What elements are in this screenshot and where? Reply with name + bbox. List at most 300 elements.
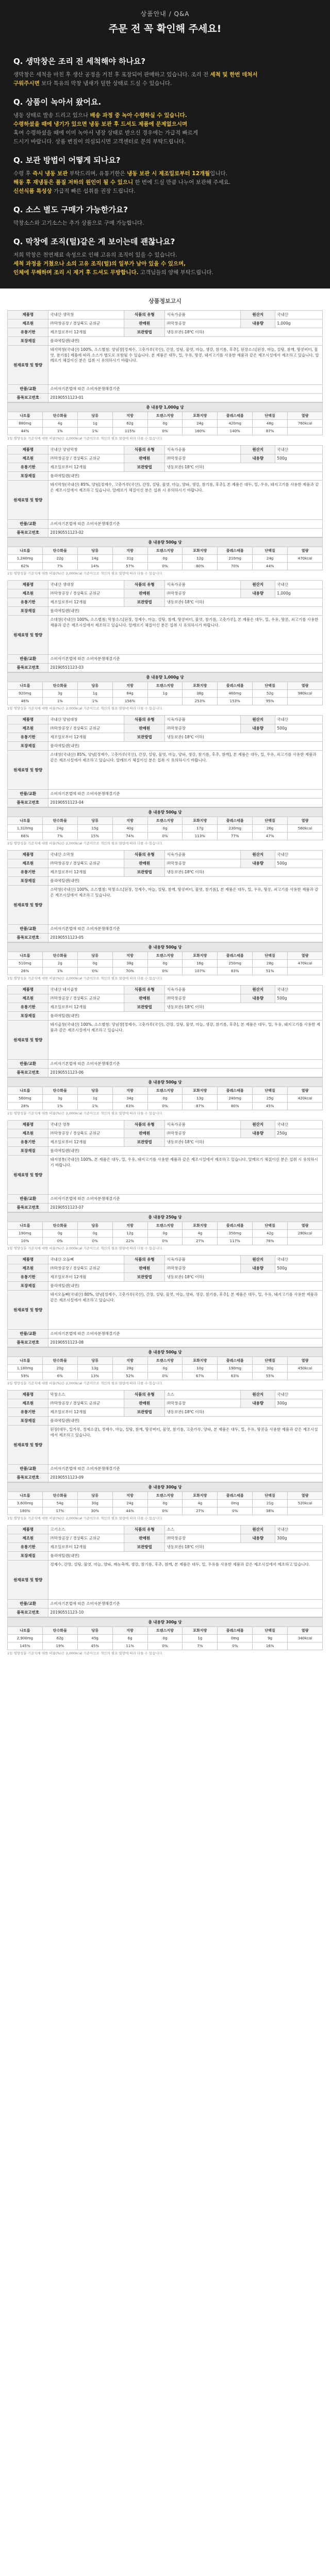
nutrition-percent: 140% — [218, 428, 253, 435]
nutrition-header: 지방 — [112, 1357, 147, 1365]
product-name: 막창소스 — [48, 1391, 124, 1399]
nutrition-header: 당류 — [77, 817, 112, 825]
nutrition-value: 190mg — [8, 1230, 43, 1238]
nutrition-title: 총 내용량 500g 당 — [7, 537, 323, 547]
nutrition-footnote: 1일 영양성분 기준치에 대한 비율(%)은 2,000kcal 기준이므로 개인의 필요 열량에 따라 다를 수 있습니다. — [7, 976, 163, 980]
product-weight: 500g — [275, 859, 323, 868]
label-seller: 판매원 — [124, 994, 165, 1003]
label-name: 제품명 — [8, 1121, 48, 1129]
qa-answer — [13, 251, 317, 277]
product-package: 폴리에틸렌(내면) — [48, 742, 323, 751]
nutrition-percent — [288, 1238, 323, 1245]
nutrition-table — [7, 412, 323, 435]
nutrition-table — [7, 1357, 323, 1380]
product-ingredients: 소막창(국내산) 100%, 소스별첨: 막창소스[된장, 정제수, 마늘, 설탕, 참깨, 땅콩버터, 물엿, 참기름], 본 제품은 대두, 밀, 우유, 땅콩, 쇠고기를 사용한 제품과 같은 제조시설에서 제조하고 있습니다. — [48, 886, 323, 925]
label-package: 포장재질 — [8, 472, 48, 481]
nutrition-value: 20g — [42, 1365, 77, 1372]
label-expiry: 유통기한 — [8, 868, 48, 877]
label-origin: 원산지 — [241, 1256, 275, 1264]
nutrition-title: 총 내용량 300g 당 — [7, 1482, 323, 1492]
label-origin: 원산지 — [241, 581, 275, 589]
product-weight: 300g — [275, 1534, 323, 1543]
nutrition-header: 단백질 — [253, 952, 288, 960]
nutrition-header: 나트륨 — [8, 1492, 43, 1500]
nutrition-value: 0g — [77, 1230, 112, 1238]
nutrition-percent: 16% — [253, 1642, 288, 1650]
nutrition-header: 트랜스지방 — [147, 1492, 183, 1500]
nutrition-header: 당류 — [77, 412, 112, 420]
product-type: 식육가공품 — [165, 986, 241, 994]
nutrition-percent: 17% — [42, 1507, 77, 1515]
nutrition-table — [7, 1626, 323, 1650]
nutrition-percent: 77% — [218, 833, 253, 840]
label-package: 포장재질 — [8, 1147, 48, 1156]
nutrition-table — [7, 1087, 323, 1110]
nutrition-header: 트랜스지방 — [147, 547, 183, 555]
qa-answer-text: 입니다. — [210, 171, 227, 177]
nutrition-percent: 0% — [218, 1642, 253, 1650]
product-name: 고기소스 — [48, 1526, 124, 1534]
nutrition-value: 12g — [183, 555, 218, 563]
qa-answer-text: 막창소스와 고기소스는 추가 상품으로 구매 가능합니다. — [13, 220, 144, 226]
label-expiry: 유통기한 — [8, 1543, 48, 1552]
product-maker: ㈜막창공장 / 경상북도 군위군 — [48, 1264, 124, 1273]
nutrition-value: 52g — [253, 690, 288, 698]
qa-answer-line — [13, 268, 317, 277]
nutrition-value: 30g — [253, 1365, 288, 1372]
qa-answer-text: 보다 특유의 막창 냄새가 덜한 상태로 드실 수 있습니다. — [39, 80, 172, 87]
product-return: 소비자기본법에 따른 소비자분쟁해결기준 — [48, 385, 323, 394]
product-info — [7, 1255, 323, 1386]
nutrition-value: 17g — [183, 825, 218, 833]
nutrition-percent: 19% — [42, 1642, 77, 1650]
nutrition-percent: 44% — [8, 428, 43, 435]
product-ingredients: 된장(대두, 밀가루, 정제소금), 정제수, 마늘, 설탕, 참깨, 땅콩버터, 물엿, 참기름, 고춧가루, 양파, 본 제품은 대두, 밀, 우유, 땅콩을 사용한 제품과 같은 제조시설에서 제조하고 있습니다. — [48, 1426, 323, 1465]
nutrition-percent: 1% — [42, 1103, 77, 1110]
nutrition-value: 6g — [112, 1635, 147, 1642]
product-package: 폴리에틸렌(내면) — [48, 607, 323, 616]
nutrition-header: 탄수화물 — [42, 1222, 77, 1230]
nutrition-value: 250mg — [218, 960, 253, 968]
label-name: 제품명 — [8, 446, 48, 454]
nutrition-header: 콜레스테롤 — [218, 1492, 253, 1500]
label-maker: 제조원 — [8, 319, 48, 328]
label-expiry: 유통기한 — [8, 598, 48, 607]
nutrition-value: 14g — [77, 555, 112, 563]
product-report: 20190551123-03 — [48, 664, 323, 672]
nutrition-percent: 70% — [218, 563, 253, 570]
label-type: 식품의 유형 — [124, 716, 165, 724]
product-seller: ㈜막창공장 — [165, 994, 241, 1003]
nutrition-header: 트랜스지방 — [147, 412, 183, 420]
nutrition-value: 25g — [253, 1095, 288, 1103]
nutrition-value: 12g — [112, 1230, 147, 1238]
label-maker: 제조원 — [8, 994, 48, 1003]
nutrition-percent: 87% — [183, 1103, 218, 1110]
nutrition-value: 0g — [147, 825, 183, 833]
qa-item — [13, 56, 317, 88]
product-spec-table — [7, 850, 323, 942]
product-return: 소비자기본법에 따른 소비자분쟁해결기준 — [48, 925, 323, 934]
label-weight: 내용량 — [241, 1534, 275, 1543]
product-storage: 냉동보관(-18℃ 이하) — [165, 463, 323, 472]
label-return: 반품/교환 — [8, 1060, 48, 1069]
nutrition-percent — [288, 1507, 323, 1515]
label-weight: 내용량 — [241, 1129, 275, 1138]
nutrition-percent: 15% — [77, 833, 112, 840]
nutrition-percent: 80% — [183, 563, 218, 570]
nutrition-percent: 1% — [42, 968, 77, 975]
product-type: 식육가공품 — [165, 311, 241, 319]
nutrition-header: 트랜스지방 — [147, 952, 183, 960]
label-name: 제품명 — [8, 311, 48, 319]
product-info — [7, 1120, 323, 1251]
label-origin: 원산지 — [241, 1121, 275, 1129]
product-package: 폴리에틸렌(내면) — [48, 1417, 323, 1426]
product-info — [7, 715, 323, 846]
nutrition-value: 510mg — [8, 960, 43, 968]
qa-answer-line — [13, 260, 317, 268]
nutrition-percent: 11% — [112, 1642, 147, 1650]
nutrition-header: 지방 — [112, 817, 147, 825]
label-seller: 판매원 — [124, 1534, 165, 1543]
product-expiry: 제조일로부터 12개월 — [48, 328, 124, 337]
nutrition-value: 24g — [42, 825, 77, 833]
nutrition-value: 22g — [42, 555, 77, 563]
nutrition-header: 단백질 — [253, 1222, 288, 1230]
label-maker: 제조원 — [8, 724, 48, 733]
nutrition-footnote: 1일 영양성분 기준치에 대한 비율(%)은 2,000kcal 기준이므로 개인의 필요 열량에 따라 다를 수 있습니다. — [7, 1111, 163, 1115]
product-weight: 250g — [275, 1129, 323, 1138]
product-origin: 국내산 — [275, 1121, 323, 1129]
nutrition-value: 28g — [112, 1365, 147, 1372]
nutrition-header: 나트륨 — [8, 547, 43, 555]
label-ingredients: 원재료명 및 함량 — [8, 1561, 48, 1600]
nutrition-value: 15g — [77, 825, 112, 833]
nutrition-value: 980kcal — [288, 690, 323, 698]
nutrition-header: 포화지방 — [183, 682, 218, 690]
nutrition-percent: 30% — [77, 1507, 112, 1515]
qa-item — [13, 96, 317, 146]
nutrition-value: 34g — [112, 1095, 147, 1103]
product-report: 20190551123-07 — [48, 1204, 323, 1212]
product-seller: ㈜막창공장 — [165, 1534, 241, 1543]
qa-answer-text: 세척 과정을 거쳤으나 소의 고유 조직(털)의 일부가 남아 있을 수 있으며, — [13, 261, 186, 267]
product-package: 폴리에틸렌(내면) — [48, 1012, 323, 1021]
nutrition-value: 54g — [42, 1500, 77, 1507]
product-ingredients: 돼지오돌뼈(국내산) 80%, 양념[정제수, 고춧가루(국산), 간장, 설탕, 물엿, 마늘, 양파, 생강, 참기름, 후추], 본 제품은 대두, 밀, 우유, 돼지고기를 사용한 제품과 같은 제조시설에서 제조하고 있습니다. — [48, 1291, 323, 1330]
label-expiry: 유통기한 — [8, 1273, 48, 1282]
label-weight: 내용량 — [241, 859, 275, 868]
nutrition-percent: 62% — [8, 563, 43, 570]
nutrition-value: 45g — [77, 1635, 112, 1642]
product-report: 20190551123-01 — [48, 394, 323, 402]
nutrition-percent: 0% — [147, 1642, 183, 1650]
label-seller: 판매원 — [124, 724, 165, 733]
nutrition-footnote: 1일 영양성분 기준치에 대한 비율(%)은 2,000kcal 기준이므로 개인의 필요 열량에 따라 다를 수 있습니다. — [7, 1651, 163, 1655]
nutrition-percent: 44% — [253, 563, 288, 570]
nutrition-percent — [288, 968, 323, 975]
qa-item — [13, 236, 317, 277]
nutrition-value: 0g — [77, 960, 112, 968]
label-maker: 제조원 — [8, 859, 48, 868]
product-ingredients: 돼지곱창(국내산) 100%, 소스별첨: 양념장[정제수, 고춧가루(국산), 간장, 설탕, 물엿, 마늘, 생강, 참기름, 후추], 본 제품은 대두, 밀, 우유, 돼지고기를 사용한 제품과 같은 제조시설에서 제조하고 있습니다. — [48, 1021, 323, 1060]
nutrition-percent: 67% — [183, 1372, 218, 1380]
qa-answer-text: 부탁드리며, 유통기한은 — [68, 171, 127, 177]
nutrition-percent: 27% — [183, 1238, 218, 1245]
label-storage: 보관방법 — [124, 1273, 165, 1282]
nutrition-value: 1g — [77, 690, 112, 698]
nutrition-percent: 22% — [112, 1238, 147, 1245]
nutrition-header: 포화지방 — [183, 1222, 218, 1230]
label-report: 품목보고번호 — [8, 934, 48, 942]
product-storage: 냉동보관(-18℃ 이하) — [165, 1543, 323, 1552]
nutrition-table — [7, 1222, 323, 1245]
nutrition-header: 지방 — [112, 1087, 147, 1095]
nutrition-value: 1g — [147, 690, 183, 698]
label-ingredients: 원재료명 및 함량 — [8, 1156, 48, 1195]
nutrition-percent: 47% — [253, 833, 288, 840]
label-maker: 제조원 — [8, 1399, 48, 1408]
nutrition-percent: 1% — [42, 428, 77, 435]
qa-answer — [13, 170, 317, 196]
nutrition-percent: 156% — [112, 698, 147, 705]
nutrition-value: 1g — [77, 1095, 112, 1103]
qa-answer-text: 혹여 수령하셨을 때에 이미 녹아서 냉장 상태로 받으신 경우에는 가급적 빠르게 — [13, 130, 198, 136]
label-package: 포장재질 — [8, 1417, 48, 1426]
nutrition-value: 0g — [147, 1500, 183, 1507]
nutrition-title: 총 내용량 500g 당 — [7, 942, 323, 952]
label-type: 식품의 유형 — [124, 986, 165, 994]
product-name: 국내산 돼지곱창 — [48, 986, 124, 994]
nutrition-value: 0mg — [218, 1635, 253, 1642]
label-package: 포장재질 — [8, 877, 48, 886]
product-report: 20190551123-05 — [48, 934, 323, 942]
label-report: 품목보고번호 — [8, 1204, 48, 1212]
product-report: 20190551123-04 — [48, 799, 323, 807]
label-weight: 내용량 — [241, 454, 275, 463]
product-name: 국내산 양념대창 — [48, 716, 124, 724]
product-expiry: 제조일로부터 12개월 — [48, 598, 124, 607]
nutrition-header: 단백질 — [253, 1357, 288, 1365]
product-expiry: 제조일로부터 12개월 — [48, 1543, 124, 1552]
qa-answer-line — [13, 138, 317, 146]
nutrition-percent: 117% — [218, 1238, 253, 1245]
nutrition-percent: 0% — [147, 1103, 183, 1110]
product-weight: 300g — [275, 1399, 323, 1408]
nutrition-percent: 83% — [218, 968, 253, 975]
label-storage: 보관방법 — [124, 868, 165, 877]
nutrition-title: 총 내용량 500g 당 — [7, 1077, 323, 1087]
qa-answer-line — [13, 120, 317, 129]
label-expiry: 유통기한 — [8, 1138, 48, 1147]
product-type: 식육가공품 — [165, 446, 241, 454]
product-type: 식육가공품 — [165, 716, 241, 724]
nutrition-percent: 26% — [8, 968, 43, 975]
label-report: 품목보고번호 — [8, 1608, 48, 1617]
nutrition-percent: 52% — [112, 1372, 147, 1380]
nutrition-percent: 107% — [183, 968, 218, 975]
qa-answer-text: 수령하셨을 때에 냉기가 있으면 냉동 보관 후 드셔도 제품에 문제없으시며 — [13, 121, 188, 127]
nutrition-header: 당류 — [77, 682, 112, 690]
product-spec-table — [7, 1525, 323, 1617]
qa-answer-line — [13, 187, 317, 196]
nutrition-footnote: 1일 영양성분 기준치에 대한 비율(%)은 2,000kcal 기준이므로 개인의 필요 열량에 따라 다를 수 있습니다. — [7, 571, 163, 575]
nutrition-percent: 253% — [183, 698, 218, 705]
label-ingredients: 원재료명 및 함량 — [8, 751, 48, 790]
nutrition-header: 당류 — [77, 1627, 112, 1635]
nutrition-percent: 0% — [147, 968, 183, 975]
product-origin: 국내산 — [275, 1526, 323, 1534]
qa-answer-text: 가급적 빠른 섭취를 권장 드립니다. — [52, 188, 136, 194]
product-ingredients: 정제수, 간장, 설탕, 물엿, 마늘, 양파, 배농축액, 생강, 참기름, 후추, 참깨, 본 제품은 대두, 밀, 우유를 사용한 제품과 같은 제조시설에서 제조하고 있습니다. — [48, 1561, 323, 1600]
nutrition-value: 210mg — [218, 555, 253, 563]
product-seller: ㈜막창공장 — [165, 589, 241, 598]
nutrition-table — [7, 817, 323, 840]
product-weight: 500g — [275, 724, 323, 733]
qa-answer — [13, 111, 317, 146]
nutrition-header: 트랜스지방 — [147, 1222, 183, 1230]
label-weight: 내용량 — [241, 1264, 275, 1273]
label-type: 식품의 유형 — [124, 446, 165, 454]
nutrition-value: 470kcal — [288, 960, 323, 968]
nutrition-percent: 74% — [112, 833, 147, 840]
label-report: 품목보고번호 — [8, 1338, 48, 1347]
nutrition-header: 탄수화물 — [42, 682, 77, 690]
label-package: 포장재질 — [8, 1552, 48, 1561]
nutrition-header: 콜레스테롤 — [218, 1222, 253, 1230]
nutrition-value: 4g — [42, 420, 77, 428]
nutrition-header: 나트륨 — [8, 1627, 43, 1635]
qa-question: Q. 생막창은 조리 전 세척해야 하나요? — [13, 57, 146, 66]
nutrition-percent: 51% — [253, 968, 288, 975]
nutrition-value: 21g — [253, 1500, 288, 1507]
product-seller: ㈜막창공장 — [165, 724, 241, 733]
label-weight: 내용량 — [241, 1399, 275, 1408]
product-storage: 냉동보관(-18℃ 이하) — [165, 1003, 323, 1012]
nutrition-value: 24g — [112, 1500, 147, 1507]
nutrition-percent: 45% — [77, 1642, 112, 1650]
nutrition-percent: 7% — [183, 1642, 218, 1650]
nutrition-percent — [288, 563, 323, 570]
nutrition-footnote: 1일 영양성분 기준치에 대한 비율(%)은 2,000kcal 기준이므로 개인의 필요 열량에 따라 다를 수 있습니다. — [7, 1381, 163, 1385]
nutrition-value: 760kcal — [288, 420, 323, 428]
product-list — [0, 310, 330, 1656]
qa-answer-text: 즉시 냉동 보관 — [32, 171, 68, 177]
nutrition-table — [7, 952, 323, 975]
product-origin: 국내산 — [275, 311, 323, 319]
label-return: 반품/교환 — [8, 385, 48, 394]
nutrition-percent: 28% — [8, 1103, 43, 1110]
label-report: 품목보고번호 — [8, 529, 48, 537]
nutrition-footnote: 1일 영양성분 기준치에 대한 비율(%)은 2,000kcal 기준이므로 개인의 필요 열량에 따라 다를 수 있습니다. — [7, 436, 163, 440]
product-expiry: 제조일로부터 12개월 — [48, 733, 124, 742]
nutrition-header: 열량 — [288, 1357, 323, 1365]
nutrition-percent: 66% — [8, 833, 43, 840]
product-package: 폴리에틸렌(내면) — [48, 1147, 323, 1156]
label-package: 포장재질 — [8, 1012, 48, 1021]
nutrition-value: 520kcal — [288, 1500, 323, 1507]
nutrition-value: 84g — [112, 690, 147, 698]
qa-question: Q. 소스 별도 구매가 가능한가요? — [13, 205, 128, 214]
product-type: 식육가공품 — [165, 1121, 241, 1129]
product-package: 폴리에틸렌(내면) — [48, 877, 323, 886]
nutrition-value: 450kcal — [288, 1365, 323, 1372]
product-type: 식육가공품 — [165, 581, 241, 589]
nutrition-value: 30g — [77, 1500, 112, 1507]
nutrition-value: 420kcal — [288, 1095, 323, 1103]
nutrition-percent: 59% — [8, 1372, 43, 1380]
nutrition-value: 0g — [147, 1230, 183, 1238]
nutrition-value: 26g — [253, 825, 288, 833]
nutrition-header: 포화지방 — [183, 817, 218, 825]
nutrition-value: 4g — [183, 1230, 218, 1238]
product-weight: 500g — [275, 454, 323, 463]
product-storage: 냉동보관(-18℃ 이하) — [165, 868, 323, 877]
nutrition-percent: 44% — [112, 1507, 147, 1515]
nutrition-title: 총 내용량 1,000g 당 — [7, 402, 323, 412]
nutrition-header: 지방 — [112, 1222, 147, 1230]
product-return: 소비자기본법에 따른 소비자분쟁해결기준 — [48, 1465, 323, 1473]
label-storage: 보관방법 — [124, 463, 165, 472]
nutrition-value: 240mg — [218, 1095, 253, 1103]
label-package: 포장재질 — [8, 337, 48, 346]
nutrition-header: 탄수화물 — [42, 1357, 77, 1365]
label-return: 반품/교환 — [8, 655, 48, 664]
nutrition-value: 38g — [112, 960, 147, 968]
hero-title: 주문 전 꼭 확인해 주세요! — [108, 23, 222, 35]
nutrition-header: 당류 — [77, 547, 112, 555]
label-origin: 원산지 — [241, 716, 275, 724]
product-seller: ㈜막창공장 — [165, 454, 241, 463]
qa-answer-text: 냉동 상태로 발송 드리고 있으나 — [13, 112, 90, 118]
nutrition-value: 560mg — [8, 1095, 43, 1103]
nutrition-table — [7, 682, 323, 705]
product-spec-table — [7, 310, 323, 402]
qa-answer — [13, 71, 317, 88]
nutrition-percent: 0% — [147, 1238, 183, 1245]
label-type: 식품의 유형 — [124, 1391, 165, 1399]
product-info — [7, 310, 323, 441]
label-ingredients: 원재료명 및 함량 — [8, 481, 48, 520]
nutrition-footnote: 1일 영양성분 기준치에 대한 비율(%)은 2,000kcal 기준이므로 개인의 필요 열량에 따라 다를 수 있습니다. — [7, 841, 163, 845]
nutrition-percent: 115% — [112, 428, 147, 435]
product-storage: 냉동보관(-18℃ 이하) — [165, 598, 323, 607]
label-return: 반품/교환 — [8, 1465, 48, 1473]
product-seller: ㈜막창공장 — [165, 1399, 241, 1408]
product-type: 소스 — [165, 1526, 241, 1534]
nutrition-header: 당류 — [77, 1087, 112, 1095]
nutrition-header: 단백질 — [253, 1492, 288, 1500]
nutrition-percent: 0% — [218, 1507, 253, 1515]
nutrition-header: 트랜스지방 — [147, 1357, 183, 1365]
nutrition-value: 13g — [183, 1095, 218, 1103]
label-package: 포장재질 — [8, 1282, 48, 1291]
nutrition-header: 탄수화물 — [42, 547, 77, 555]
qa-answer-line — [13, 170, 317, 178]
nutrition-header: 포화지방 — [183, 547, 218, 555]
product-ingredients: 돼지염통(국내산) 100%, 본 제품은 대두, 밀, 우유, 돼지고기를 사용한 제품과 같은 제조시설에서 제조하고 있습니다. 알레르기 체질이신 분은 섭취 시 유의하시기 바랍니다. — [48, 1156, 323, 1195]
label-storage: 보관방법 — [124, 1003, 165, 1012]
product-seller: ㈜막창공장 — [165, 1264, 241, 1273]
nutrition-value: 0g — [42, 1230, 77, 1238]
nutrition-percent: 13% — [77, 1372, 112, 1380]
label-return: 반품/교환 — [8, 1600, 48, 1608]
hero-subtitle: 상품안내 / Q&A — [140, 10, 190, 18]
nutrition-header: 열량 — [288, 547, 323, 555]
nutrition-header: 포화지방 — [183, 1492, 218, 1500]
product-report: 20190551123-06 — [48, 1069, 323, 1077]
